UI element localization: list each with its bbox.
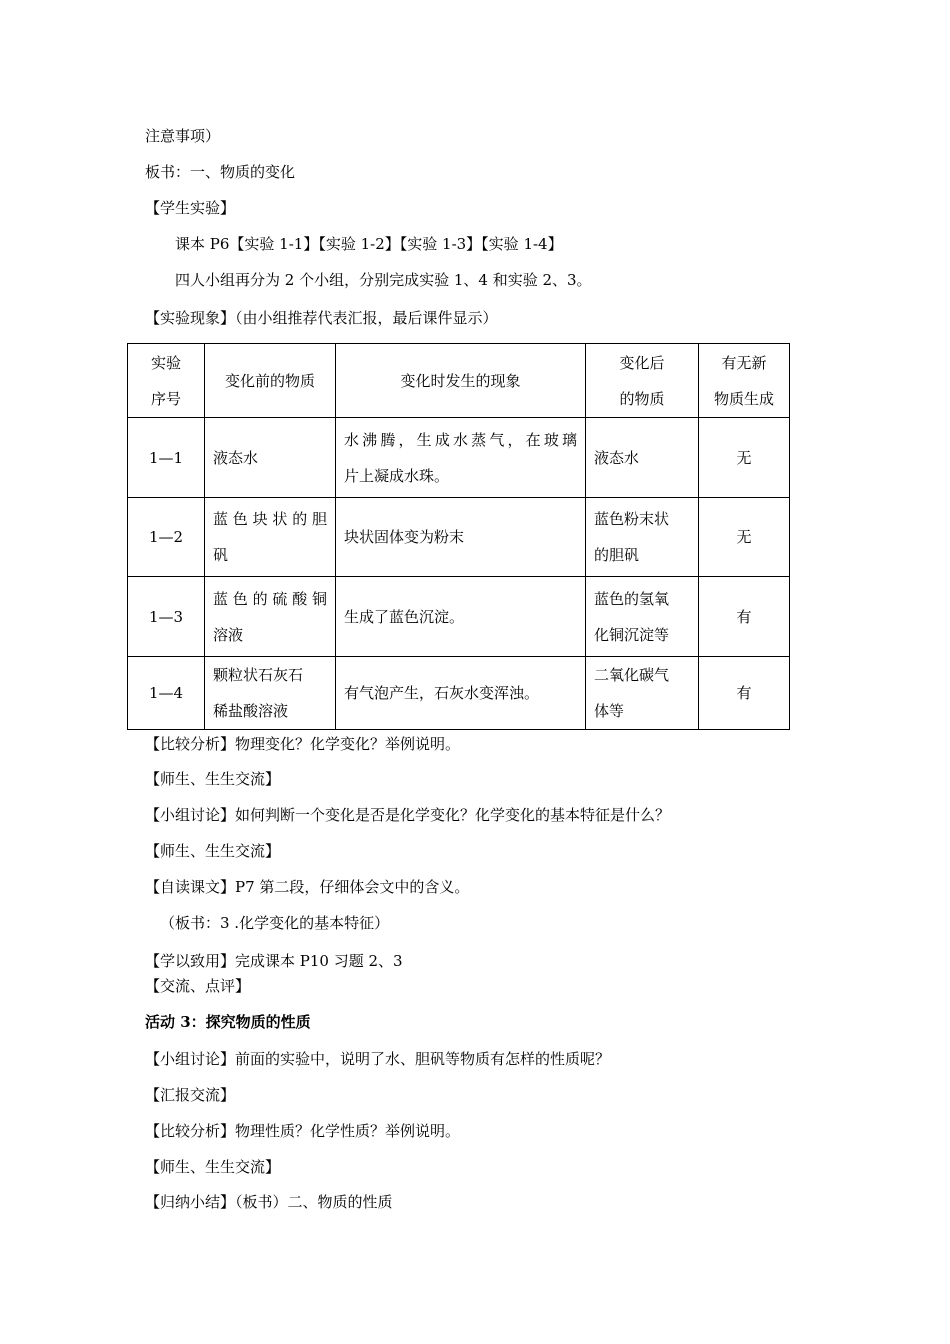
- experiment-id: 1—4: [128, 657, 205, 730]
- experiment-id: 1—3: [128, 577, 205, 657]
- after-substance: 蓝色的氢氧 化铜沉淀等: [586, 577, 699, 657]
- experiment-table: [127, 343, 790, 730]
- before-substance: 颗粒状石灰石 稀盐酸溶液: [205, 657, 336, 730]
- text-line: 注意事项）: [145, 127, 221, 145]
- header-cell: 有无新 物质生成: [699, 344, 790, 418]
- table-row: [128, 657, 790, 730]
- phenomenon: 块状固体变为粉末: [336, 498, 586, 577]
- new-substance-flag: 无: [699, 498, 790, 577]
- text-line: 【学以致用】完成课本 P10 习题 2、3: [145, 952, 403, 970]
- text-line: 课本 P6【实验 1-1】【实验 1-2】【实验 1-3】【实验 1-4】: [175, 235, 563, 253]
- text-line: 【归纳小结】（板书）二、物质的性质: [145, 1193, 393, 1211]
- text-line: （板书：3 .化学变化的基本特征）: [160, 914, 390, 932]
- before-substance: 液态水: [205, 418, 336, 498]
- text-line: 【自读课文】P7 第二段，仔细体会文中的含义。: [145, 878, 470, 896]
- experiment-id: 1—1: [128, 418, 205, 498]
- new-substance-flag: 无: [699, 418, 790, 498]
- header-cell: 变化后 的物质: [586, 344, 699, 418]
- before-substance: 蓝色块状的胆 矾: [205, 498, 336, 577]
- text-line: 板书：一、物质的变化: [145, 163, 296, 181]
- text-line: 【师生、生生交流】: [145, 770, 281, 788]
- text-line: 【小组讨论】前面的实验中，说明了水、胆矾等物质有怎样的性质呢？: [145, 1050, 611, 1068]
- table-row: [128, 498, 790, 577]
- new-substance-flag: 有: [699, 657, 790, 730]
- text-line: 【师生、生生交流】: [145, 1158, 281, 1176]
- experiment-id: 1—2: [128, 498, 205, 577]
- new-substance-flag: 有: [699, 577, 790, 657]
- activity-heading: 活动 3：探究物质的性质: [145, 1013, 311, 1031]
- phenomenon: 生成了蓝色沉淀。: [336, 577, 586, 657]
- section-heading: 【学生实验】: [145, 199, 236, 217]
- text-line: 【比较分析】物理变化？化学变化？举例说明。: [145, 735, 461, 753]
- text-line: 四人小组再分为 2 个小组，分别完成实验 1、4 和实验 2、3。: [175, 271, 592, 289]
- text-line: 【交流、点评】: [145, 977, 251, 995]
- phenomenon: 水沸腾，生成水蒸气，在玻璃 片上凝成水珠。: [336, 418, 586, 498]
- text-line: 【师生、生生交流】: [145, 842, 281, 860]
- header-cell: 变化前的物质: [205, 344, 336, 418]
- table-header-row: [128, 344, 790, 418]
- phenomenon: 有气泡产生，石灰水变浑浊。: [336, 657, 586, 730]
- table-row: [128, 577, 790, 657]
- before-substance: 蓝色的硫酸铜 溶液: [205, 577, 336, 657]
- header-cell: 实验 序号: [128, 344, 205, 418]
- after-substance: 液态水: [586, 418, 699, 498]
- text-line: 【汇报交流】: [145, 1086, 236, 1104]
- text-line: 【小组讨论】如何判断一个变化是否是化学变化？化学变化的基本特征是什么？: [145, 806, 671, 824]
- after-substance: 二氧化碳气 体等: [586, 657, 699, 730]
- section-heading: 【实验现象】（由小组推荐代表汇报，最后课件显示）: [145, 309, 498, 327]
- text-line: 【比较分析】物理性质？化学性质？举例说明。: [145, 1122, 461, 1140]
- table-row: [128, 418, 790, 498]
- header-cell: 变化时发生的现象: [336, 344, 586, 418]
- after-substance: 蓝色粉末状 的胆矾: [586, 498, 699, 577]
